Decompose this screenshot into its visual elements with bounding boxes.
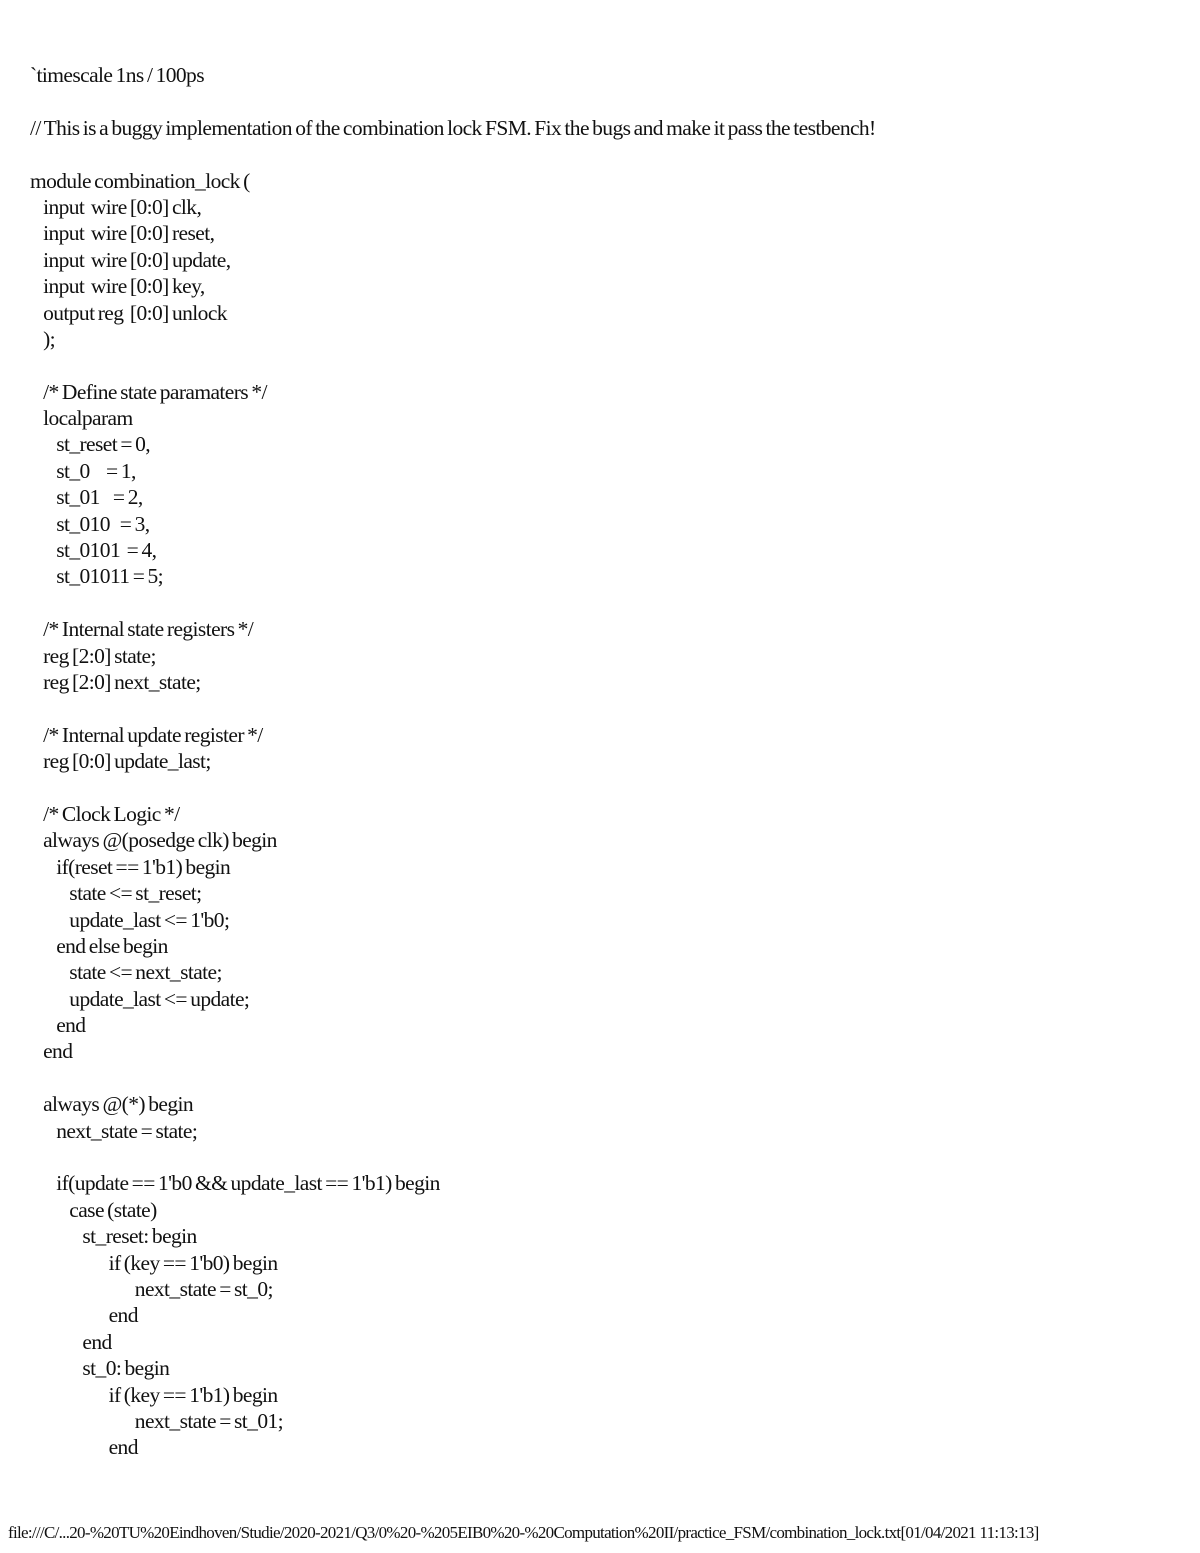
code-line: next_state = state; xyxy=(30,1118,198,1143)
code-line: /* Clock Logic */ xyxy=(30,801,180,826)
blank-line xyxy=(30,1065,876,1091)
code-line: end xyxy=(30,1039,73,1064)
code-line: localparam xyxy=(30,406,133,431)
code-listing xyxy=(30,62,876,1461)
code-line: end else begin xyxy=(30,933,168,958)
code-line: st_01 = 2, xyxy=(30,485,143,510)
code-line: reg [2:0] state; xyxy=(30,643,156,668)
code-line: always @(posedge clk) begin xyxy=(30,828,277,853)
print-footer: file:///C/...20-%20TU%20Eindhoven/Studie/2020-2021/Q3/0%20-%205EIB0%20-%20Computation%20II/practice_FSM/combination_lock.txt[01/04/2021 11:13:13] xyxy=(8,1523,1039,1542)
code-line: case (state) xyxy=(30,1197,157,1222)
blank-line xyxy=(30,590,876,616)
code-line: input wire [0:0] key, xyxy=(30,274,205,299)
code-line: /* Define state paramaters */ xyxy=(30,379,267,404)
code-line: update_last <= update; xyxy=(30,986,250,1011)
code-line: module combination_lock ( xyxy=(30,168,250,193)
code-line: state <= st_reset; xyxy=(30,881,202,906)
code-line: end xyxy=(30,1329,112,1354)
code-line: if (key == 1'b1) begin xyxy=(30,1382,278,1407)
code-line: ); xyxy=(30,326,56,351)
blank-line xyxy=(30,695,876,721)
code-line: st_01011 = 5; xyxy=(30,564,164,589)
code-line: if(update == 1'b0 && update_last == 1'b1) begin xyxy=(30,1171,440,1196)
code-line: reg [2:0] next_state; xyxy=(30,669,201,694)
code-line: st_reset = 0, xyxy=(30,432,151,457)
code-line: state <= next_state; xyxy=(30,960,222,985)
blank-line xyxy=(30,352,876,378)
code-line: end xyxy=(30,1435,138,1460)
code-line: st_0 = 1, xyxy=(30,458,136,483)
blank-line xyxy=(30,88,876,114)
code-line: output reg [0:0] unlock xyxy=(30,300,227,325)
code-line: end xyxy=(30,1303,138,1328)
code-line: st_010 = 3, xyxy=(30,511,150,536)
code-line: if (key == 1'b0) begin xyxy=(30,1250,278,1275)
blank-line xyxy=(30,1144,876,1170)
code-line: input wire [0:0] reset, xyxy=(30,221,215,246)
code-line: /* Internal update register */ xyxy=(30,722,263,747)
code-line: update_last <= 1'b0; xyxy=(30,907,230,932)
code-line: /* Internal state registers */ xyxy=(30,617,254,642)
code-line: reg [0:0] update_last; xyxy=(30,749,211,774)
code-line: if(reset == 1'b1) begin xyxy=(30,854,231,879)
blank-line xyxy=(30,141,876,167)
code-line: input wire [0:0] clk, xyxy=(30,194,202,219)
code-line: st_reset: begin xyxy=(30,1224,197,1249)
code-line: st_0101 = 4, xyxy=(30,538,157,563)
code-line: always @(*) begin xyxy=(30,1092,193,1117)
code-line: end xyxy=(30,1013,86,1038)
code-line: next_state = st_01; xyxy=(30,1408,284,1433)
code-line: next_state = st_0; xyxy=(30,1276,273,1301)
code-line: // This is a buggy implementation of the combination lock FSM. Fix the bugs and make it pass the testbench! xyxy=(30,115,876,140)
code-line: `timescale 1ns / 100ps xyxy=(30,63,204,87)
blank-line xyxy=(30,775,876,801)
code-line: input wire [0:0] update, xyxy=(30,247,231,272)
code-line: st_0: begin xyxy=(30,1356,170,1381)
